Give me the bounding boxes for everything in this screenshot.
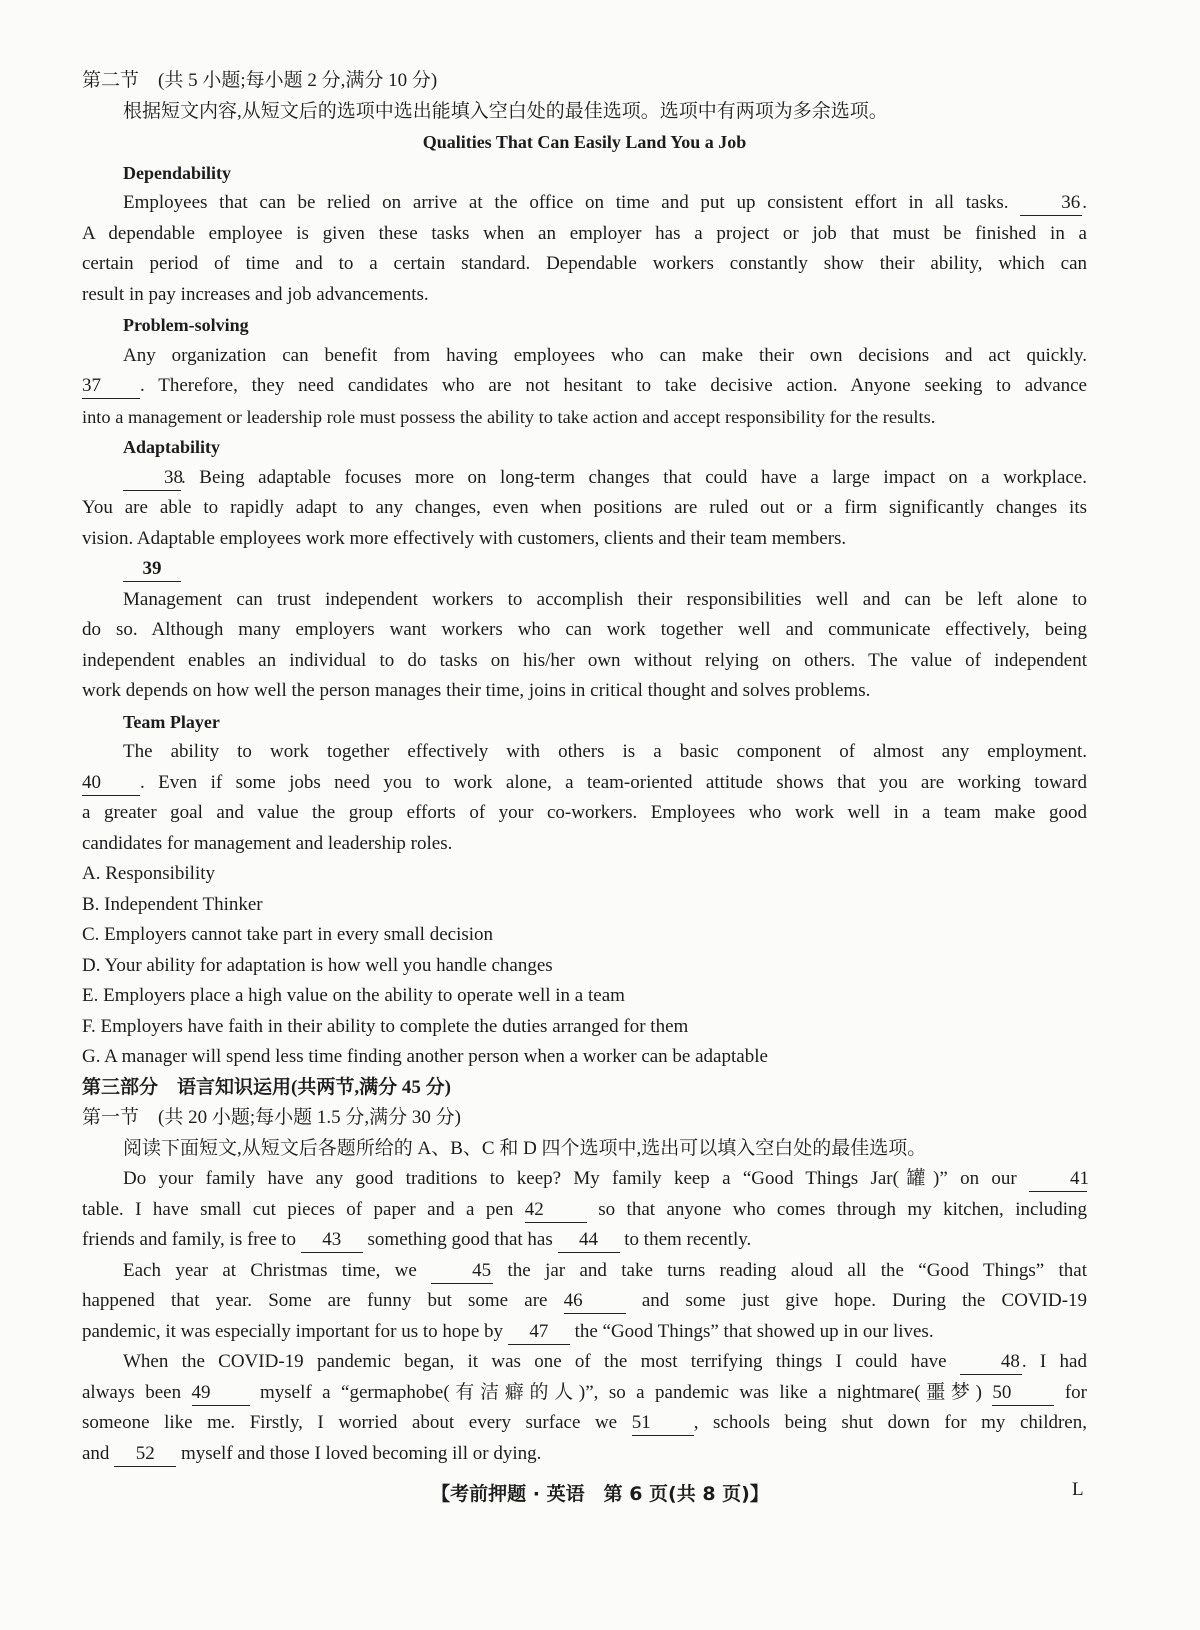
problem-solving-line-3: into a management or leadership role must possess the ability to take action and accept responsibility for the results. xyxy=(82,406,936,427)
blank-40[interactable]: 40 xyxy=(82,771,140,796)
cloze-p2-line-3: pandemic, it was especially important for us to hope by 47 the “Good Things” that showed up in our lives. xyxy=(82,1317,1087,1348)
cloze-p1-line-2: table. I have small cut pieces of paper and a pen 42 so that anyone who comes through my kitchen, including xyxy=(82,1195,1087,1226)
part-3-section-1-heading: 第一节 (共 20 小题;每小题 1.5 分,满分 30 分) xyxy=(82,1107,461,1128)
dependability-line-1: Employees that can be relied on arrive at the office on time and put up consistent effort in all tasks. 36 . xyxy=(82,188,1087,219)
dependability-line-2: A dependable employee is given these tasks when an employer has a project or job that must be finished in a xyxy=(82,222,1087,244)
team-player-line-4: candidates for management and leadership roles. xyxy=(82,832,453,854)
problem-solving-line-1: Any organization can benefit from having employees who can make their own decisions and act quickly. xyxy=(123,344,1087,366)
cloze-p3-line-3: someone like me. Firstly, I worried about every surface we 51 , schools being shut down for my children, xyxy=(82,1408,1087,1439)
blank-49[interactable]: 49 xyxy=(192,1381,250,1406)
blank-51[interactable]: 51 xyxy=(632,1411,694,1436)
option-d[interactable]: D. Your ability for adaptation is how well you handle changes xyxy=(82,954,553,976)
adaptability-line-3: vision. Adaptable employees work more effectively with customers, clients and their team members. xyxy=(82,527,847,549)
q39-line-2: do so. Although many employers want workers who can work together well and communicate effectively, being xyxy=(82,619,1087,640)
blank-44[interactable]: 44 xyxy=(558,1228,620,1253)
problem-solving-line-2: 37 . Therefore, they need candidates who are not hesitant to take decisive action. Anyone seeking to advance xyxy=(82,371,1087,402)
subheading-team-player: Team Player xyxy=(123,711,220,732)
blank-52[interactable]: 52 xyxy=(114,1442,176,1467)
blank-37[interactable]: 37 xyxy=(82,374,140,399)
cloze-p1-line-3: friends and family, is free to 43 something good that has 44 to them recently. xyxy=(82,1225,1087,1256)
blank-47[interactable]: 47 xyxy=(508,1320,570,1345)
blank-42[interactable]: 42 xyxy=(525,1198,587,1223)
blank-41[interactable]: 41 xyxy=(1029,1167,1087,1192)
cloze-p2-line-1: Each year at Christmas time, we 45 the jar and take turns reading aloud all the “Good Things” that xyxy=(82,1256,1087,1287)
blank-48[interactable]: 48 xyxy=(960,1350,1022,1375)
adaptability-line-2: You are able to rapidly adapt to any changes, even when positions are ruled out or a firm significantly changes its xyxy=(82,497,1087,518)
option-f[interactable]: F. Employers have faith in their ability to complete the duties arranged for them xyxy=(82,1015,689,1037)
q39-line-4: work depends on how well the person manages their time, joins in critical thought and solves problems. xyxy=(82,680,871,701)
blank-38[interactable]: 38 xyxy=(123,466,181,491)
blank-46[interactable]: 46 xyxy=(564,1289,626,1314)
exam-page xyxy=(82,66,1087,1469)
blank-39[interactable]: 39 xyxy=(123,557,181,582)
cloze-p2-line-2: happened that year. Some are funny but some are 46 and some just give hope. During the COVID-19 xyxy=(82,1286,1087,1317)
section-2-instruction: 根据短文内容,从短文后的选项中选出能填入空白处的最佳选项。选项中有两项为多余选项。 xyxy=(123,100,888,122)
team-player-line-1: The ability to work together effectively with others is a basic component of almost any employment. xyxy=(123,741,1087,762)
page-footer: 【考前押题 · 英语 第 6 页(共 8 页)】 xyxy=(431,1483,769,1505)
passage-title: Qualities That Can Easily Land You a Job xyxy=(422,132,747,152)
part-3-instruction: 阅读下面短文,从短文后各题所给的 A、B、C 和 D 四个选项中,选出可以填入空白处的最佳选项。 xyxy=(123,1137,927,1159)
subheading-adaptability: Adaptability xyxy=(123,437,221,457)
subheading-39 xyxy=(82,554,1087,585)
part-3-heading: 第三部分 语言知识运用(共两节,满分 45 分) xyxy=(82,1076,451,1098)
team-player-line-3: a greater goal and value the group efforts of your co-workers. Employees who work well in a team make good xyxy=(82,802,1087,823)
cloze-p3-line-4: and 52 myself and those I loved becoming ill or dying. xyxy=(82,1439,1087,1470)
subheading-problem-solving: Problem-solving xyxy=(123,315,249,335)
option-c[interactable]: C. Employers cannot take part in every small decision xyxy=(82,924,494,945)
dependability-line-3: certain period of time and to a certain standard. Dependable workers constantly show their ability, which can xyxy=(82,253,1087,274)
blank-43[interactable]: 43 xyxy=(301,1228,363,1253)
option-b[interactable]: B. Independent Thinker xyxy=(82,893,263,915)
subheading-dependability: Dependability xyxy=(123,162,232,183)
blank-36[interactable]: 36 xyxy=(1020,191,1082,216)
cloze-p3-line-2: always been 49 myself a “germaphobe(有洁癖的人)”, so a pandemic was like a nightmare(噩梦) 50 for xyxy=(82,1378,1087,1409)
blank-45[interactable]: 45 xyxy=(431,1259,493,1284)
option-e[interactable]: E. Employers place a high value on the ability to operate well in a team xyxy=(82,985,625,1006)
option-a[interactable]: A. Responsibility xyxy=(82,863,216,884)
option-g[interactable]: G. A manager will spend less time finding another person when a worker can be adaptable xyxy=(82,1046,768,1067)
adaptability-line-1: 38. Being adaptable focuses more on long-term changes that could have a large impact on a workplace. xyxy=(82,463,1087,494)
team-player-line-2: 40 . Even if some jobs need you to work alone, a team-oriented attitude shows that you are working toward xyxy=(82,768,1087,799)
dependability-line-4: result in pay increases and job advancements. xyxy=(82,283,429,305)
q39-line-3: independent enables an individual to do tasks on his/her own without relying on others. The value of independent xyxy=(82,649,1087,671)
cloze-p3-line-1: When the COVID-19 pandemic began, it was one of the most terrifying things I could have 48 . I had xyxy=(82,1347,1087,1378)
section-2-heading: 第二节 (共 5 小题;每小题 2 分,满分 10 分) xyxy=(82,70,438,91)
blank-50[interactable]: 50 xyxy=(992,1381,1054,1406)
options-list xyxy=(82,859,1087,1073)
q39-line-1: Management can trust independent workers to accomplish their responsibilities well and can be left alone to xyxy=(123,588,1087,610)
version-mark: L xyxy=(1072,1479,1084,1500)
cloze-p1-line-1: Do your family have any good traditions to keep? My family keep a “Good Things Jar(罐)” on our 41 xyxy=(82,1164,1087,1195)
